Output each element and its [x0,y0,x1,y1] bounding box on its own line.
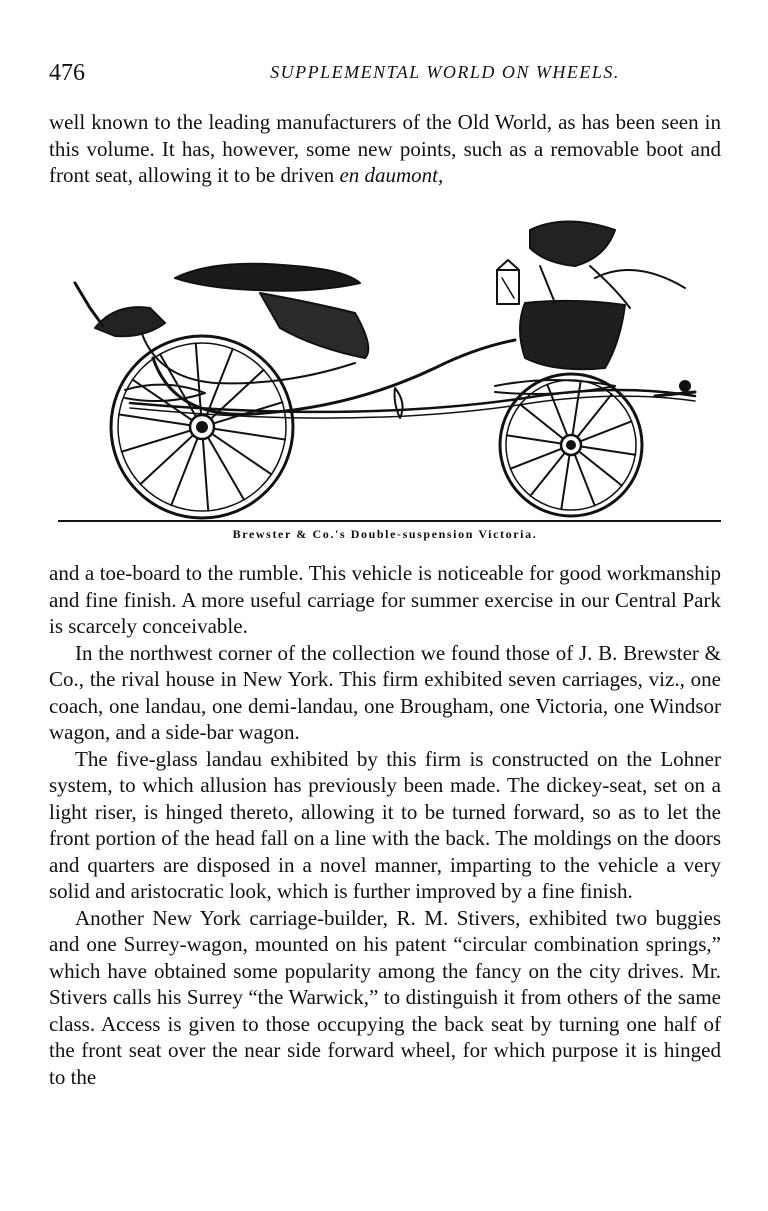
wheel-spoke [203,439,208,511]
wheel-spoke [208,437,244,499]
page-header [49,60,721,90]
carriage-illustration [55,208,725,520]
opening-paragraph [49,109,721,189]
opening-italic-phrase: en daumont, [339,163,444,187]
page-number: 476 [49,60,85,86]
wheel-spoke [214,429,285,440]
body-text [49,560,721,1090]
wheel-spoke [581,446,635,454]
opening-text: well known to the leading manufacturers of the Old World, as has been seen in this volume. It has, however, some new points, such as a removable boot and front seat, allowing it to be driven [49,110,721,187]
paragraph: In the northwest corner of the collection we found those of J. B. Brewster & Co., the rival house in New York. This firm exhibited seven carriages, viz., one coach, one landau, one demi-landau, one Brougham, one Victoria, one Windsor wagon, and a side-bar wagon. [49,640,721,744]
wheel-spoke [561,455,569,509]
running-title: SUPPLEMENTAL WORLD ON WHEELS. [270,62,620,82]
wheel-spoke [572,381,580,435]
wheel-spoke [171,438,197,505]
paragraph: and a toe-board to the rumble. This vehicle is noticeable for good workmanship and fine finish. A more useful carriage for summer exercise in our Central Park is scarcely conceivable. [49,561,721,638]
rear-wheel [111,336,293,518]
paragraph: Another New York carriage-builder, R. M. Stivers, exhibited two buggies and one Surrey-wagon, mounted on his patent “circular combination springs,” which have obtained some popularity among the fancy on the city drives. Mr. Stivers calls his Surrey “the Warwick,” to distinguish it from others of the same class. Access is given to those occupying the back seat by turning one half of the front seat over the near side forward wheel, for which purpose it is hinged to the [49,905,721,1089]
paragraph: The five-glass landau exhibited by this firm is constructed on the Lohner system, to which allusion has previously been made. The dickey-seat, set on a light riser, is hinged thereto, allowing it to be turned forward, so as to let the front portion of the head fall on a line with the back. The moldings on the doors and quarters are disposed in a novel manner, imparting to the vehicle a very solid and aristocratic look, which is further improved by a fine finish. [49,746,721,903]
wheel-spoke [212,434,271,475]
wheel-spoke [119,414,190,425]
wheel-spoke [507,435,561,443]
front-wheel [500,374,642,516]
figure-caption: Brewster & Co.'s Double-suspension Victoria. [232,527,538,541]
victoria-carriage-engraving [55,208,725,520]
figure-baseline-rule [58,520,721,522]
